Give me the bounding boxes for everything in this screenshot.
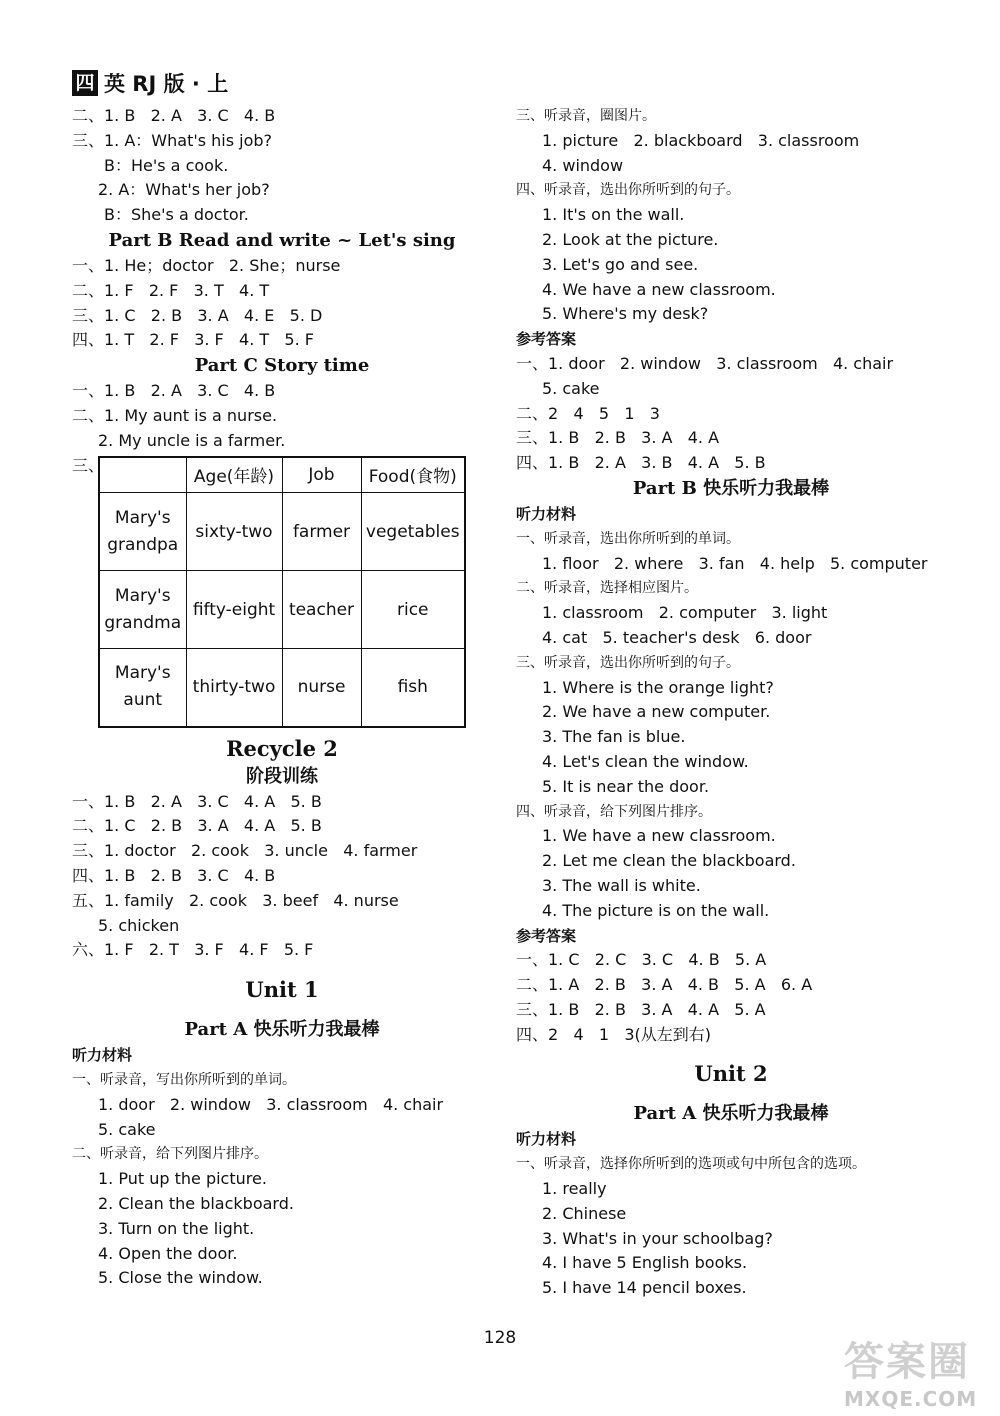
- answer-line: B：She's a doctor.: [104, 205, 249, 225]
- answer-line: 4. cat 5. teacher's desk 6. door: [542, 627, 812, 647]
- listening-label: 听力材料: [516, 504, 577, 523]
- answer-line: 2. A：What's her job?: [98, 180, 270, 200]
- table-cell-name: Mary's grandma: [99, 571, 186, 649]
- section-heading: Part A 快乐听力我最棒: [633, 1103, 829, 1125]
- table-header-cell: Food(食物): [361, 457, 465, 493]
- watermark-logo: [844, 1330, 994, 1412]
- table-header-cell: Age(年龄): [186, 457, 282, 493]
- recycle-heading: Recycle 2: [226, 735, 338, 761]
- table-cell-name: Mary's grandpa: [99, 493, 186, 571]
- table-cell-name: Mary's aunt: [99, 649, 186, 727]
- answer-line: 一、1. He；doctor 2. She；nurse: [72, 255, 341, 275]
- table-cell-job: teacher: [282, 571, 361, 649]
- answer-line: 1. Where is the orange light?: [542, 677, 774, 697]
- listening-label: 听力材料: [72, 1046, 133, 1065]
- question-number: 三、: [72, 455, 105, 475]
- right-column: [516, 104, 946, 1301]
- answer-line: 二、2 4 5 1 3: [516, 403, 660, 423]
- answer-line: 2. We have a new computer.: [542, 702, 771, 722]
- instruction-line: 三、听录音，圈图片。: [516, 108, 656, 124]
- answer-line: 三、1. A：What's his job?: [72, 130, 273, 150]
- answer-line: 4. I have 5 English books.: [542, 1253, 748, 1273]
- answer-line: 4. The picture is on the wall.: [542, 900, 770, 920]
- answer-line: 四、1. B 2. B 3. C 4. B: [72, 865, 276, 885]
- table-row: [99, 493, 465, 571]
- answer-line: 5. It is near the door.: [542, 776, 710, 796]
- answer-line: 4. window: [542, 155, 624, 175]
- family-info-table: [98, 456, 466, 728]
- answer-line: 二、1. B 2. A 3. C 4. B: [72, 106, 276, 125]
- answer-line: 1. really: [542, 1179, 607, 1199]
- section-heading: Part C Story time: [194, 355, 370, 377]
- answer-line: 2. Let me clean the blackboard.: [542, 851, 796, 871]
- instruction-line: 三、听录音，选出你所听到的句子。: [516, 654, 740, 671]
- answer-line: 5. I have 14 pencil boxes.: [542, 1278, 747, 1298]
- unit-heading: Unit 1: [245, 977, 319, 1003]
- answer-line: 四、2 4 1 3(从左到右): [516, 1024, 711, 1044]
- instruction-line: 二、听录音，选择相应图片。: [516, 580, 698, 597]
- watermark-mark: 答案圈: [844, 1339, 970, 1385]
- table-cell-job: farmer: [282, 493, 361, 571]
- table-row: [99, 571, 465, 649]
- grade-badge: 四: [72, 70, 98, 96]
- left-column: [72, 104, 492, 1291]
- answer-line: 5. cake: [98, 1119, 156, 1139]
- answer-line: 5. cake: [542, 378, 600, 398]
- answer-line: 一、1. B 2. A 3. C 4. B: [72, 381, 276, 401]
- table-cell-age: fifty-eight: [186, 571, 282, 649]
- instruction-line: 四、听录音，选出你所听到的句子。: [516, 182, 740, 199]
- answer-line: 2. Chinese: [542, 1203, 627, 1223]
- page-header: [72, 68, 228, 98]
- answer-line: 2. Look at the picture.: [542, 229, 719, 249]
- instruction-line: 一、听录音，选择你所听到的选项或句中所包含的选项。: [516, 1156, 866, 1173]
- answer-line: 5. Close the window.: [98, 1268, 263, 1288]
- answer-line: 三、1. doctor 2. cook 3. uncle 4. farmer: [72, 841, 418, 861]
- answer-line: 一、1. B 2. A 3. C 4. A 5. B: [72, 791, 322, 811]
- unit-heading: Unit 2: [694, 1061, 768, 1087]
- answer-line: 二、1. F 2. F 3. T 4. T: [72, 280, 270, 300]
- table-cell-age: thirty-two: [186, 649, 282, 727]
- answer-line: 三、1. B 2. B 3. A 4. A: [516, 428, 720, 448]
- table-header-cell: [99, 457, 186, 493]
- stage-heading: 阶段训练: [246, 765, 318, 787]
- answer-line: 1. We have a new classroom.: [542, 826, 776, 846]
- answer-line: 3. What's in your schoolbag?: [542, 1228, 773, 1248]
- answer-line: 4. Open the door.: [98, 1243, 238, 1263]
- answer-line: 一、1. door 2. window 3. classroom 4. chair: [516, 353, 894, 373]
- answer-line: 二、1. My aunt is a nurse.: [72, 405, 278, 425]
- table-cell-food: vegetables: [361, 493, 465, 571]
- table-cell-food: fish: [361, 649, 465, 727]
- answer-line: 四、1. T 2. F 3. F 4. T 5. F: [72, 330, 314, 350]
- answer-line: 三、1. B 2. B 3. A 4. A 5. A: [516, 999, 766, 1019]
- page-number: 128: [483, 1328, 517, 1348]
- answer-line: 1. Put up the picture.: [98, 1169, 267, 1189]
- answer-line: 二、1. C 2. B 3. A 4. A 5. B: [72, 816, 322, 836]
- reference-answer-label: 参考答案: [516, 330, 577, 349]
- answer-line: 1. picture 2. blackboard 3. classroom: [542, 130, 860, 150]
- answer-line: 2. Clean the blackboard.: [98, 1193, 294, 1213]
- instruction-line: 一、听录音，选出你所听到的单词。: [516, 530, 740, 547]
- table-row: [99, 649, 465, 727]
- table-cell-job: nurse: [282, 649, 361, 727]
- book-title: 英 RJ 版 · 上: [104, 72, 229, 96]
- watermark-text: MXQE.COM: [844, 1387, 978, 1411]
- instruction-line: 二、听录音，给下列图片排序。: [72, 1146, 268, 1163]
- table-header-row: [99, 457, 465, 493]
- instruction-line: 一、听录音，写出你所听到的单词。: [72, 1071, 296, 1088]
- answer-line: 五、1. family 2. cook 3. beef 4. nurse: [72, 890, 399, 910]
- answer-line: 一、1. C 2. C 3. C 4. B 5. A: [516, 950, 767, 970]
- answer-line: 四、1. B 2. A 3. B 4. A 5. B: [516, 453, 766, 473]
- table-cell-age: sixty-two: [186, 493, 282, 571]
- answer-line: 3. The fan is blue.: [542, 727, 686, 747]
- section-heading: Part B 快乐听力我最棒: [632, 477, 830, 499]
- section-heading: Part B Read and write ~ Let's sing: [108, 229, 456, 251]
- answer-line: 5. Where's my desk?: [542, 304, 709, 324]
- answer-line: 1. floor 2. where 3. fan 4. help 5. computer: [542, 553, 928, 573]
- answer-line: 六、1. F 2. T 3. F 4. F 5. F: [72, 940, 314, 960]
- answer-line: 4. Let's clean the window.: [542, 751, 749, 771]
- answer-line: 4. We have a new classroom.: [542, 279, 776, 299]
- answer-line: 三、1. C 2. B 3. A 4. E 5. D: [72, 305, 323, 325]
- listening-label: 听力材料: [516, 1130, 577, 1149]
- answer-line: B：He's a cook.: [104, 155, 229, 175]
- answer-line: 1. classroom 2. computer 3. light: [542, 603, 828, 623]
- table-cell-food: rice: [361, 571, 465, 649]
- table-header-cell: Job: [282, 457, 361, 493]
- family-table-block: [72, 456, 492, 728]
- answer-line: 3. The wall is white.: [542, 875, 701, 895]
- answer-line: 二、1. A 2. B 3. A 4. B 5. A 6. A: [516, 975, 813, 995]
- instruction-line: 四、听录音，给下列图片排序。: [516, 803, 712, 820]
- answer-line: 1. It's on the wall.: [542, 205, 685, 225]
- answer-line: 3. Turn on the light.: [98, 1218, 255, 1238]
- answer-line: 3. Let's go and see.: [542, 254, 699, 274]
- section-heading: Part A 快乐听力我最棒: [184, 1019, 380, 1041]
- answer-line: 2. My uncle is a farmer.: [98, 430, 286, 450]
- answer-line: 5. chicken: [98, 915, 180, 935]
- answer-line: 1. door 2. window 3. classroom 4. chair: [98, 1094, 444, 1114]
- reference-answer-label: 参考答案: [516, 926, 577, 945]
